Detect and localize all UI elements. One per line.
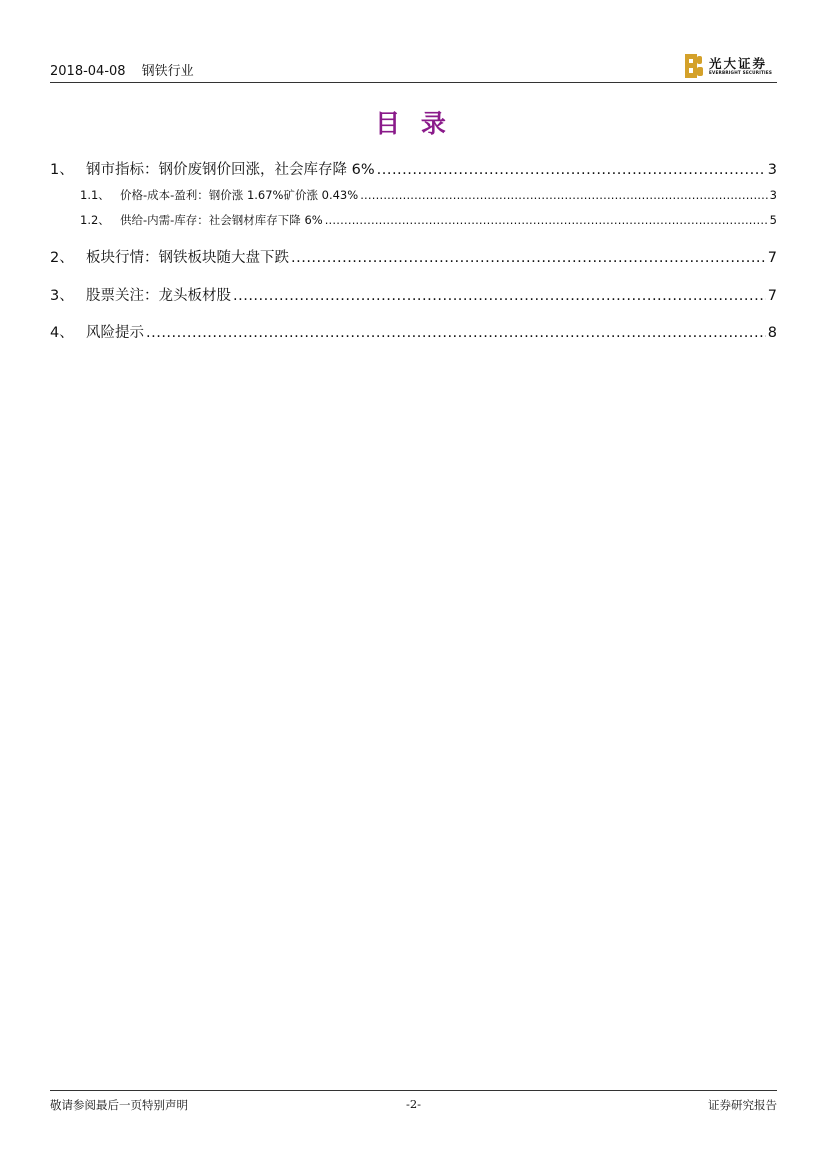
toc-entry-number: 1.1、 <box>80 188 110 202</box>
toc-subentry[interactable] <box>50 212 777 228</box>
toc-entry-text: 风险提示 <box>86 325 144 341</box>
header-industry: 钢铁行业 <box>141 64 194 79</box>
toc-entry-page: 5 <box>769 213 777 227</box>
toc-entry-page: 8 <box>767 325 777 341</box>
header-info <box>50 60 194 79</box>
toc-entry[interactable] <box>50 284 777 305</box>
toc-leader-dots <box>291 250 766 266</box>
toc-subentry[interactable] <box>50 187 777 203</box>
toc-entry-text: 价格-成本-盈利：钢价涨 1.67%矿价涨 0.43% <box>120 188 359 202</box>
toc-leader-dots <box>146 325 766 341</box>
footer-doc-type: 证券研究报告 <box>708 1098 777 1112</box>
toc-entry-text: 股票关注：龙头板材股 <box>86 288 231 304</box>
toc-entry-number: 1.2、 <box>80 213 110 227</box>
page-header <box>50 50 777 83</box>
toc-entry-page: 7 <box>767 250 777 266</box>
toc-entry-text: 钢市指标：钢价废钢价回涨，社会库存降 6% <box>86 162 375 178</box>
toc-leader-dots <box>360 188 767 202</box>
toc-entry-page: 7 <box>767 288 777 304</box>
company-logo <box>685 54 777 78</box>
toc-entry-text: 供给-内需-库存：社会钢材库存下降 6% <box>120 213 323 227</box>
toc-entry-page: 3 <box>769 188 777 202</box>
toc-leader-dots <box>325 213 768 227</box>
footer-disclaimer: 敬请参阅最后一页特别声明 <box>50 1098 188 1112</box>
logo-mark-icon <box>685 54 703 78</box>
toc-leader-dots <box>377 162 766 178</box>
toc-entry-page: 3 <box>767 162 777 178</box>
toc-entry-number: 4、 <box>50 325 74 341</box>
toc-leader-dots <box>233 288 766 304</box>
page-footer <box>50 1090 777 1112</box>
toc-title: 目 录 <box>375 109 452 138</box>
toc-entry-text: 板块行情：钢铁板块随大盘下跌 <box>86 250 289 266</box>
toc-entry[interactable] <box>50 246 777 267</box>
toc-entry-number: 3、 <box>50 288 74 304</box>
logo-chinese-name: 光大证券 <box>709 56 768 71</box>
toc-entry-number: 1、 <box>50 162 74 178</box>
toc-entry[interactable] <box>50 158 777 179</box>
header-date: 2018-04-08 <box>50 64 126 79</box>
toc-entry[interactable] <box>50 321 777 342</box>
toc-entry-number: 2、 <box>50 250 74 266</box>
logo-english-name: EVERBRIGHT SECURITIES <box>709 70 773 75</box>
footer-page-number: -2- <box>405 1097 422 1111</box>
